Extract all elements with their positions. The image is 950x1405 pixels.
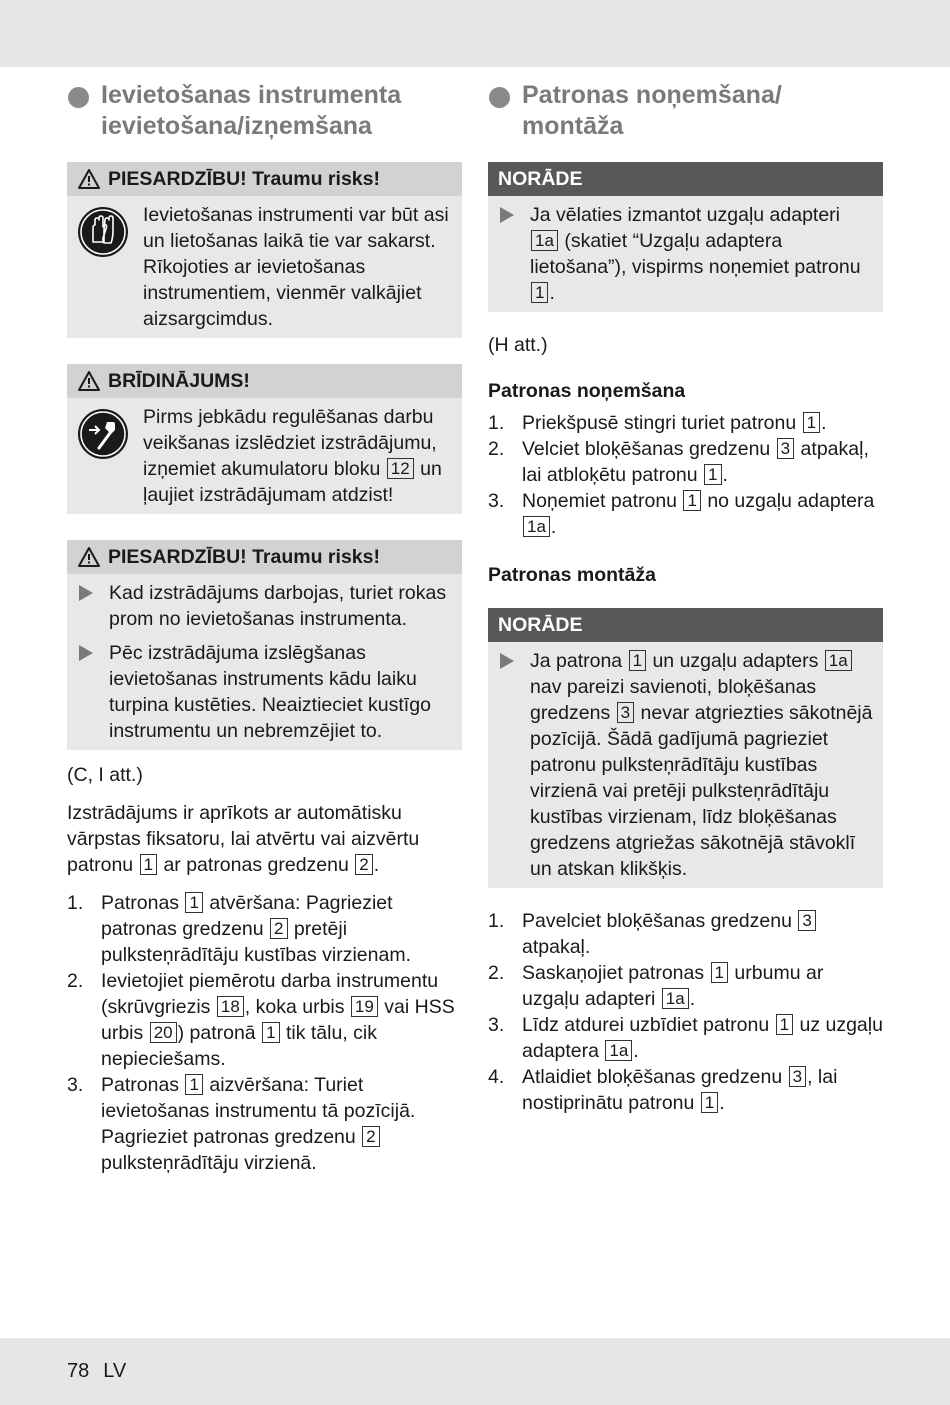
list-item: Kad izstrādājums darbojas, turiet rokas prom no ievietošanas instrumenta.	[77, 580, 452, 632]
warning-triangle-icon	[77, 546, 101, 568]
arrow-bullet-icon	[79, 585, 93, 601]
mount-steps-list	[488, 908, 883, 1116]
caution-header: PIESARDZĪBU! Traumu risks!	[67, 540, 462, 574]
ref-label: 18	[217, 996, 244, 1017]
ref-label: 2	[362, 1126, 379, 1147]
ref-label: 2	[270, 918, 287, 939]
ref-label: 1a	[531, 230, 558, 251]
note-header: NORĀDE	[488, 162, 883, 196]
warning-box-cooldown	[67, 364, 462, 514]
caution-box-gloves	[67, 162, 462, 338]
ref-label: 3	[789, 1066, 806, 1087]
list-item: Pēc izstrādājuma izslēgšanas ievietošanas instruments kādu laiku turpina kustēties. Neaiztieciet kustīgo instrumentu un nebremzējiet to.	[77, 640, 452, 744]
ref-label: 1	[701, 1092, 718, 1113]
ref-label: 1	[704, 464, 721, 485]
ref-label: 12	[387, 458, 414, 479]
paragraph: Izstrādājums ir aprīkots ar automātisku vārpstas fiksatoru, lai atvērtu vai aizvērtu patronu 1 ar patronas gredzenu 2 .	[67, 802, 420, 876]
ref-label: 1a	[662, 988, 689, 1009]
ref-label: 1	[711, 962, 728, 983]
section-heading-insert-tool: Ievietošanas instrumenta ievietošana/izņemšana	[67, 80, 462, 142]
page-footer	[67, 1360, 140, 1383]
section-heading-chuck: Patronas noņemšana/ montāža	[488, 80, 883, 142]
ref-label: 19	[351, 996, 378, 1017]
note-box-adapter	[488, 162, 883, 312]
list-item: 2. Velciet bloķēšanas gredzenu 3 atpakaļ, lai atbloķētu patronu 1 .	[488, 438, 869, 486]
ref-label: 1	[683, 490, 700, 511]
figure-reference: (C, I att.)	[67, 764, 143, 786]
page-number: 78	[67, 1360, 90, 1382]
left-column	[67, 80, 462, 1190]
removal-steps-list	[488, 410, 883, 540]
ref-label: 1a	[605, 1040, 632, 1061]
figure-reference: (H att.)	[488, 334, 548, 356]
list-item: 4. Atlaidiet bloķēšanas gredzenu 3 , lai nostiprinātu patronu 1 .	[488, 1066, 838, 1114]
list-item: 2. Ievietojiet piemērotu darba instrumentu (skrūvgriezis 18 , koka urbis 19 vai HSS urbis 20 ) patronā 1 tik tālu, cik nepieciešams.	[67, 970, 455, 1070]
list-item: Ja patrona 1 un uzgaļu adapters 1a nav pareizi savienoti, bloķēšanas gredzens 3 nevar atgriezties sākotnējā pozīcijā. Šādā gadījumā pagrieziet patronu pulksteņrādītāju kustības virzienā vai pretēji pulksteņrādītāju kustības virzienam, līdz bloķēšanas gredzens atgriežas sākotnējā stāvoklī un atskan klikšķis.	[498, 648, 873, 882]
caution-header: PIESARDZĪBU! Traumu risks!	[67, 162, 462, 196]
note-box-alignment	[488, 608, 883, 888]
list-item: 3. Līdz atdurei uzbīdiet patronu 1 uz uzgaļu adaptera 1a .	[488, 1014, 883, 1062]
bullet-icon	[68, 87, 89, 108]
gloves-icon	[77, 206, 129, 258]
caution-text: Ievietošanas instrumenti var būt asi un lietošanas laikā tie var sakarst. Rīkojoties ar ievietošanas instrumentiem, vienmēr valkājiet aizsargcimdus.	[143, 204, 449, 330]
ref-label: 3	[617, 702, 634, 723]
language-code: LV	[103, 1360, 127, 1382]
ref-label: 2	[355, 854, 372, 875]
warning-header: BRĪDINĀJUMS!	[67, 364, 462, 398]
ref-label: 1	[140, 854, 157, 875]
right-column	[488, 80, 883, 1130]
ref-label: 1	[803, 412, 820, 433]
note-header: NORĀDE	[488, 608, 883, 642]
warning-triangle-icon	[77, 168, 101, 190]
warning-triangle-icon	[77, 370, 101, 392]
ref-label: 1a	[825, 650, 852, 671]
ref-label: 3	[798, 910, 815, 931]
list-item: 2. Saskaņojiet patronas 1 urbumu ar uzgaļu adapteri 1a .	[488, 962, 824, 1010]
ref-label: 1	[262, 1022, 279, 1043]
subheading-removal: Patronas noņemšana	[488, 380, 686, 402]
warning-text: Pirms jebkādu regulēšanas darbu veikšanas izslēdziet izstrādājumu, izņemiet akumulatoru bloku 12 un ļaujiet izstrādājumam atdzist!	[143, 406, 442, 506]
arrow-bullet-icon	[500, 207, 514, 223]
list-item: 3. Patronas 1 aizvēršana: Turiet ievietošanas instrumentu tā pozīcijā. Pagrieziet patronas gredzenu 2 pulksteņrādītāju virzienā.	[67, 1074, 416, 1174]
unplug-icon	[77, 408, 129, 460]
ref-label: 1	[185, 892, 202, 913]
list-item: Ja vēlaties izmantot uzgaļu adapteri 1a (skatiet “Uzgaļu adaptera lietošana”), vispirms noņemiet patronu 1 .	[498, 202, 873, 306]
footer-band	[0, 1338, 950, 1405]
ref-label: 1	[531, 282, 548, 303]
ref-label: 1	[776, 1014, 793, 1035]
list-item: 1. Priekšpusē stingri turiet patronu 1 .	[488, 412, 827, 434]
list-item: 3. Noņemiet patronu 1 no uzgaļu adaptera 1a .	[488, 490, 875, 538]
ref-label: 20	[150, 1022, 177, 1043]
header-band	[0, 0, 950, 67]
arrow-bullet-icon	[500, 653, 514, 669]
ref-label: 3	[777, 438, 794, 459]
steps-list	[67, 890, 462, 1176]
ref-label: 1a	[523, 516, 550, 537]
ref-label: 1	[185, 1074, 202, 1095]
subheading-mounting: Patronas montāža	[488, 564, 656, 586]
caution-box-moving	[67, 540, 462, 750]
ref-label: 1	[629, 650, 646, 671]
list-item: 1. Pavelciet bloķēšanas gredzenu 3 atpakaļ.	[488, 908, 883, 960]
list-item: 1. Patronas 1 atvēršana: Pagrieziet patronas gredzenu 2 pretēji pulksteņrādītāju kustības virzienam.	[67, 892, 411, 966]
bullet-icon	[489, 87, 510, 108]
arrow-bullet-icon	[79, 645, 93, 661]
